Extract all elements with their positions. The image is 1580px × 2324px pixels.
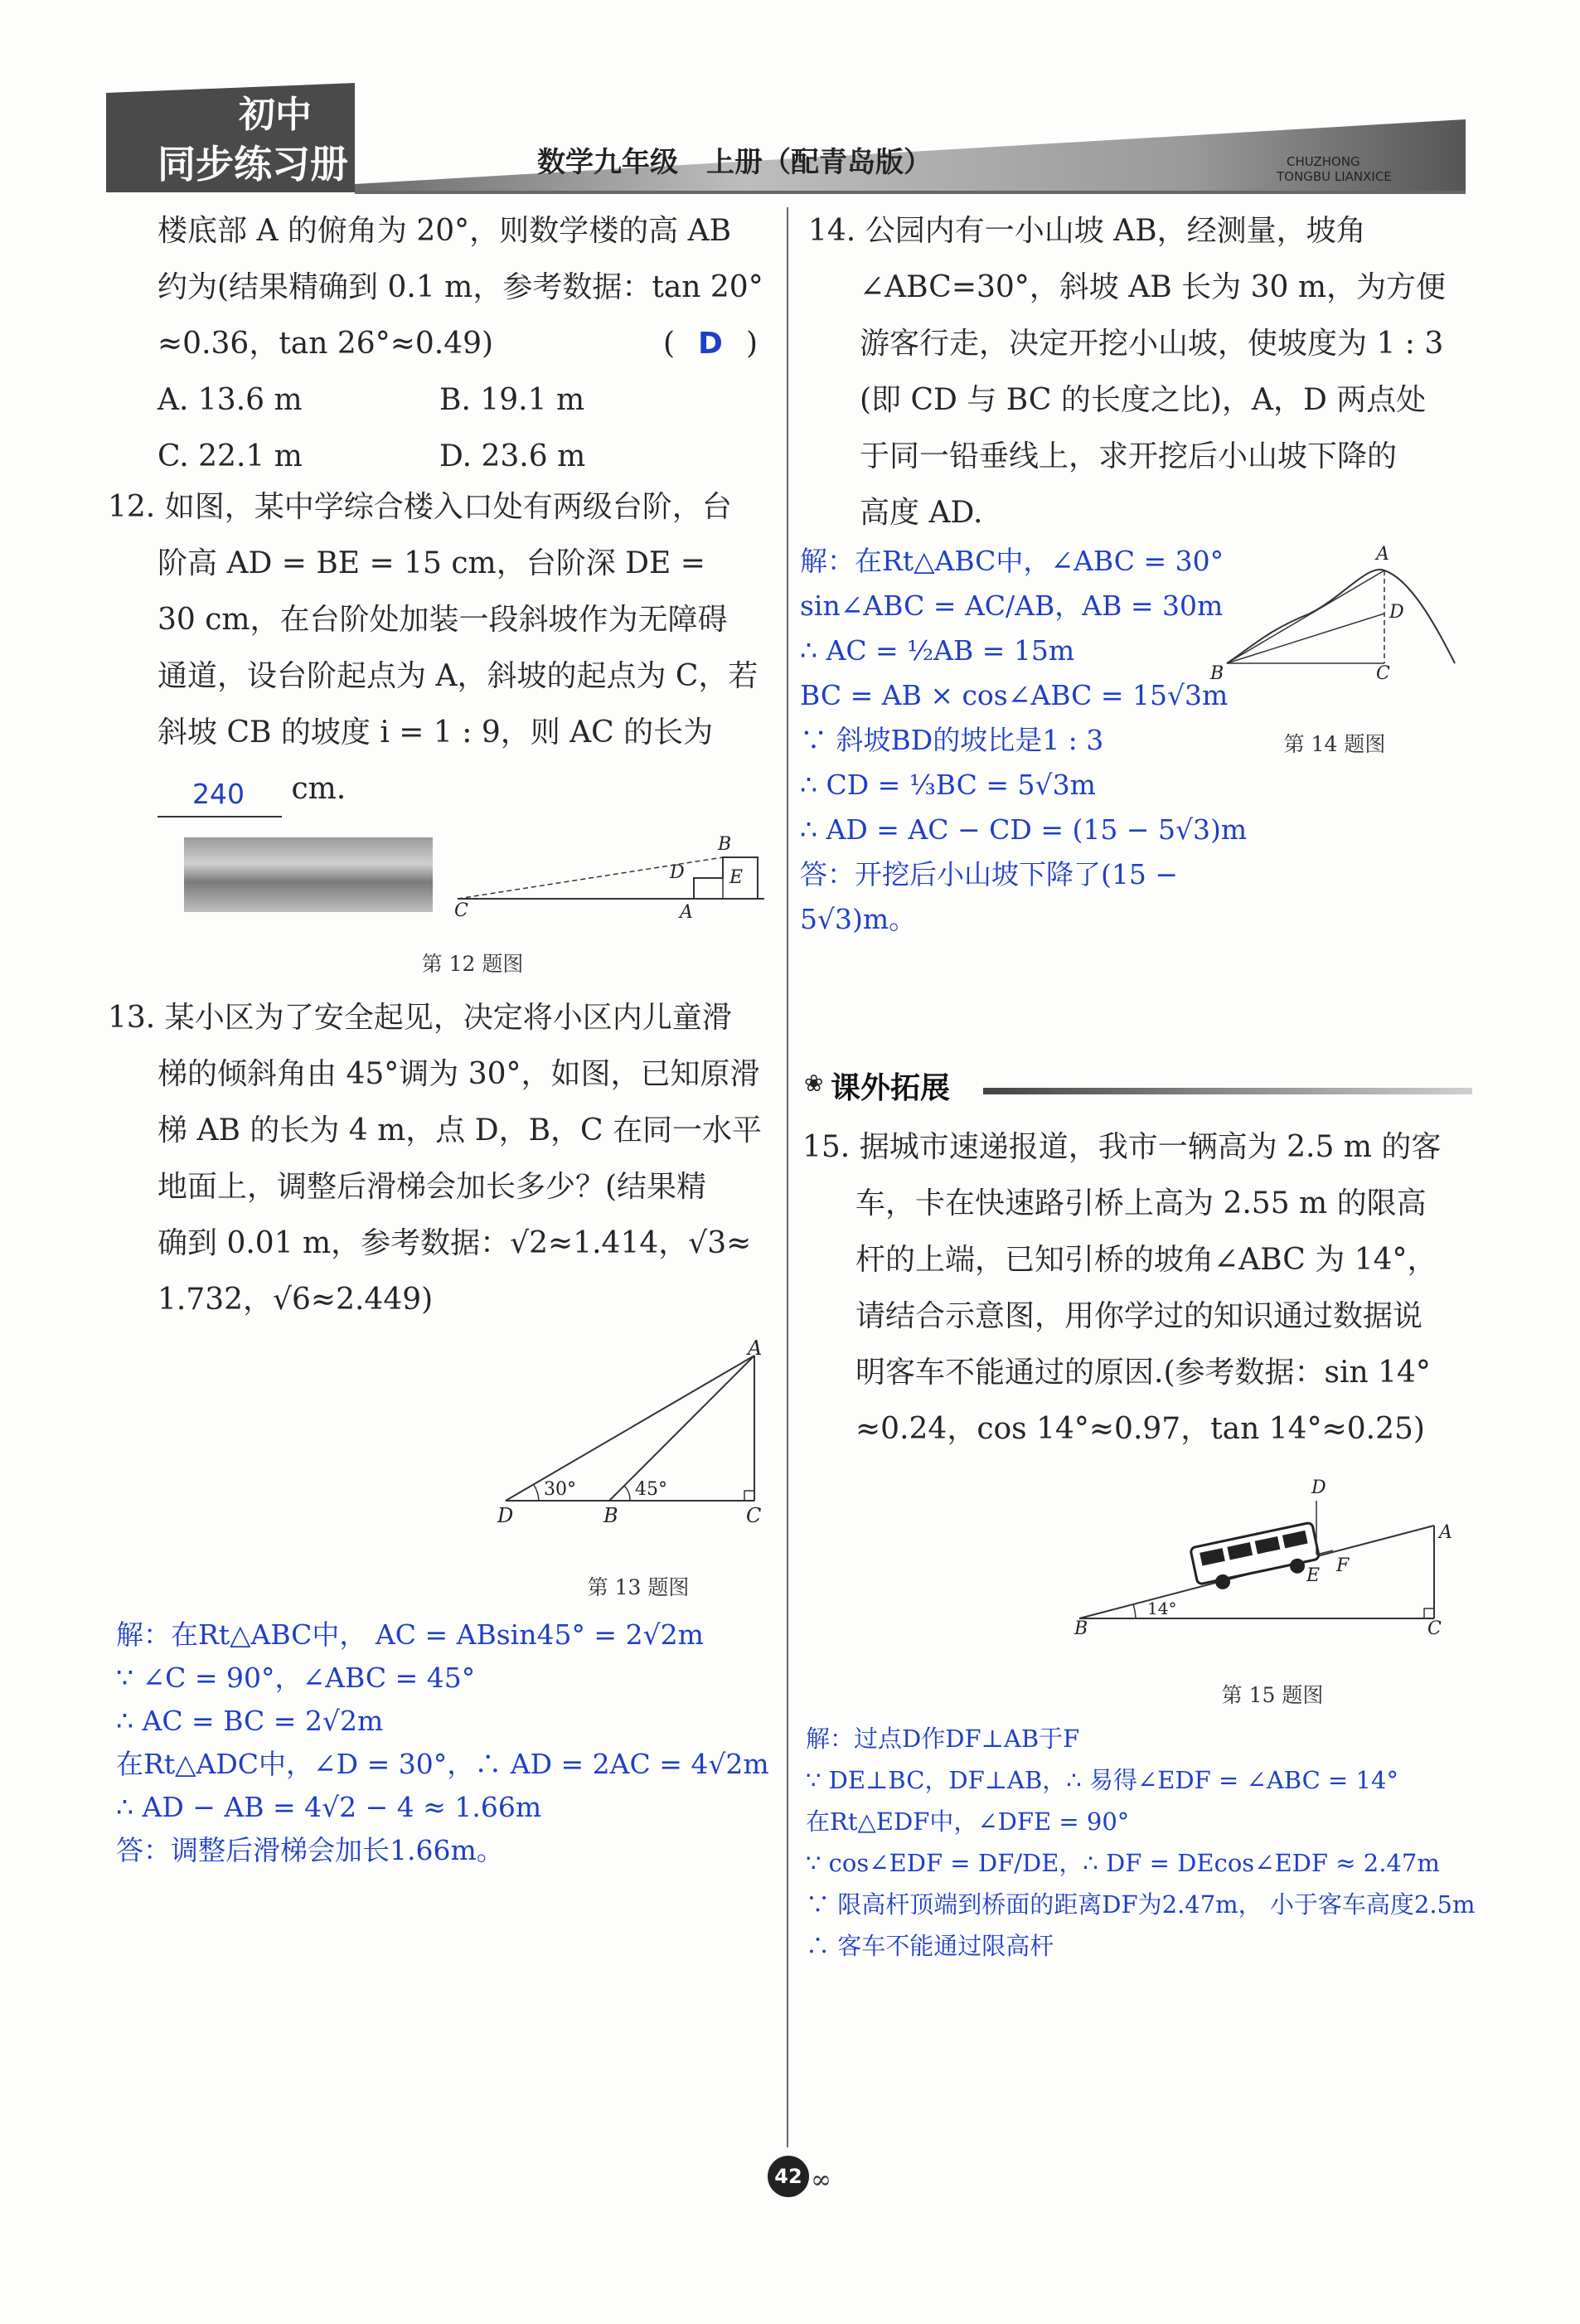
q15-line2: 车，卡在快速路引桥上高为 2.55 m 的限高 <box>855 1186 1427 1220</box>
q13-sol-line5: ∴ AD − AB = 4√2 − 4 ≈ 1.66m <box>116 1791 542 1823</box>
pinyin-line2: TONGBU LIANXICE <box>1277 169 1392 184</box>
q13-line3: 梯 AB 的长为 4 m，点 D，B，C 在同一水平 <box>158 1113 763 1147</box>
q13-line2: 梯的倾斜角由 45°调为 30°，如图，已知原滑 <box>158 1057 760 1091</box>
q11-line1: 楼底部 A 的俯角为 20°，则数学楼的高 AB <box>158 214 732 248</box>
q13-angle-30: 30° <box>544 1479 576 1500</box>
q13-sol-line4: 在Rt△ADC中，∠D = 30°，∴ AD = 2AC = 4√2m <box>116 1748 769 1780</box>
q11-block <box>158 203 771 485</box>
q15-sol-line5: ∵ 限高杆顶端到桥面的距离DF为2.47m， 小于客车高度2.5m <box>806 1890 1476 1919</box>
q13-line6: 1.732，√6≈2.449) <box>158 1283 434 1317</box>
q12-label-c: C <box>454 900 468 921</box>
q13-line4: 地面上，调整后滑梯会加长多少？(结果精 <box>158 1170 707 1204</box>
header-subtitle: 数学九年级 上册（配青岛版） <box>537 146 932 179</box>
pinyin-line1: CHUZHONG <box>1287 154 1360 169</box>
q14-line6: 高度 AD. <box>860 496 983 530</box>
q14-label-a: A <box>1376 544 1389 565</box>
q14-sol-line1: 解：在Rt△ABC中，∠ABC = 30° <box>800 545 1224 577</box>
q14-caption: 第 14 题图 <box>1283 732 1386 756</box>
q11-answer-open: ( <box>663 327 676 361</box>
q15-diagram <box>1069 1476 1467 1642</box>
section-title: 课外拓展 <box>831 1071 951 1105</box>
q15-line1: 15. 据城市速递报道，我市一辆高为 2.5 m 的客 <box>802 1130 1442 1164</box>
page-number-badge <box>768 2156 809 2197</box>
q13-solution <box>116 1613 779 1872</box>
q15-sol-line3: 在Rt△EDF中，∠DFE = 90° <box>806 1807 1130 1836</box>
page-number: 42 <box>774 2165 802 2188</box>
q14-label-c: C <box>1376 663 1390 684</box>
q14-sol-line4: BC = AB × cos∠ABC = 15√3m <box>800 679 1229 711</box>
q11-option-c: C. 22.1 m <box>158 439 303 473</box>
q15-block <box>802 1119 1474 1458</box>
q11-option-a: A. 13.6 m <box>158 383 303 417</box>
q14-label-b: B <box>1210 663 1224 684</box>
q14-sol-line7: ∴ AD = AC − CD = (15 − 5√3)m <box>800 813 1248 846</box>
q15-line5: 明客车不能通过的原因.(参考数据：sin 14° <box>855 1356 1431 1390</box>
q15-label-f: F <box>1336 1555 1350 1576</box>
q13-diagram <box>489 1335 779 1526</box>
page-number-decoration: ∞ <box>811 2166 831 2195</box>
q11-line3: ≈0.36，tan 26°≈0.49) <box>158 327 494 361</box>
q11-option-d: D. 23.6 m <box>439 439 586 473</box>
q11-answer: D <box>698 327 723 361</box>
q13-label-b: B <box>603 1504 618 1527</box>
q12-line2: 阶高 AD = BE = 15 cm，台阶深 DE = <box>158 546 705 580</box>
q12-figure <box>184 834 773 929</box>
q13-label-d: D <box>497 1504 514 1527</box>
q15-line3: 杆的上端，已知引桥的坡角∠ABC 为 14°， <box>855 1243 1437 1277</box>
section-rule <box>983 1088 1472 1094</box>
q12-label-a: A <box>680 902 693 923</box>
q14-sol-line6: ∴ CD = ⅓BC = 5√3m <box>800 769 1096 801</box>
q12-line3: 30 cm，在台阶处加装一段斜坡作为无障碍 <box>158 603 728 637</box>
q14-line1: 14. 公园内有一小山坡 AB，经测量，坡角 <box>808 214 1366 248</box>
q15-label-d: D <box>1311 1477 1326 1498</box>
q14-sol-line3: ∴ AC = ½AB = 15m <box>800 634 1075 667</box>
q14-sol-line8: 答：开挖后小山坡下降了(15 − 5√3)m。 <box>800 858 1179 935</box>
q15-caption: 第 15 题图 <box>1221 1683 1324 1707</box>
brand-line1: 初中 <box>239 94 312 136</box>
q15-label-a: A <box>1439 1522 1452 1543</box>
paw-icon: ❀ <box>804 1070 824 1097</box>
q12-blank-answer: 240 <box>192 778 245 810</box>
q14-line2: ∠ABC=30°，斜坡 AB 长为 30 m，为方便 <box>860 270 1446 304</box>
q15-angle-14: 14° <box>1147 1599 1177 1618</box>
q14-label-d: D <box>1389 602 1404 623</box>
q13-sol-line3: ∴ AC = BC = 2√2m <box>116 1705 384 1737</box>
q12-blank <box>158 778 282 818</box>
q12-caption: 第 12 题图 <box>421 952 524 976</box>
q15-label-c: C <box>1427 1618 1442 1639</box>
q13-sol-line2: ∵ ∠C = 90°，∠ABC = 45° <box>116 1662 476 1694</box>
q12-label-b: B <box>718 834 732 855</box>
q13-block <box>108 990 779 1328</box>
q14-sol-line5: ∵ 斜坡BD的坡比是1 : 3 <box>800 724 1104 756</box>
q15-sol-line6: ∴ 客车不能通过限高杆 <box>806 1932 1054 1960</box>
q14-line4: (即 CD 与 BC 的长度之比)，A，D 两点处 <box>860 383 1427 417</box>
q13-label-a: A <box>748 1337 763 1360</box>
q15-sol-line4: ∵ cos∠EDF = DF/DE，∴ DF = DEcos∠EDF ≈ 2.47m <box>806 1849 1440 1877</box>
header <box>106 76 1466 201</box>
q14-block <box>808 203 1471 541</box>
q13-sol-line1: 解：在Rt△ABC中， AC = ABsin45° = 2√2m <box>116 1618 704 1651</box>
q14-diagram <box>1219 556 1467 680</box>
q15-solution <box>806 1718 1568 1967</box>
section-header <box>801 1063 1472 1104</box>
q12-unit: cm. <box>291 772 347 806</box>
q13-line1: 13. 某小区为了安全起见，决定将小区内儿童滑 <box>108 1001 732 1035</box>
q15-label-e: E <box>1306 1565 1321 1586</box>
q12-line5: 斜坡 CB 的坡度 i = 1 : 9，则 AC 的长为 <box>158 716 714 750</box>
q11-line2: 约为(结果精确到 0.1 m，参考数据：tan 20° <box>158 270 763 304</box>
column-divider <box>787 207 788 2147</box>
q13-angle-45: 45° <box>635 1479 667 1500</box>
q13-label-c: C <box>746 1504 762 1527</box>
q14-sol-line2: sin∠ABC = AC/AB，AB = 30m <box>800 589 1224 622</box>
q12-label-e: E <box>729 867 744 888</box>
q12-block <box>108 479 771 818</box>
q12-label-d: D <box>670 862 685 883</box>
q13-line5: 确到 0.01 m，参考数据：√2≈1.414，√3≈ <box>158 1226 752 1260</box>
q14-line5: 于同一铅垂线上，求开挖后小山坡下降的 <box>860 439 1398 473</box>
q12-line4: 通道，设台阶起点为 A，斜坡的起点为 C，若 <box>158 659 758 693</box>
q15-label-b: B <box>1074 1618 1088 1639</box>
q11-answer-close: ) <box>746 327 758 361</box>
q15-line6: ≈0.24，cos 14°≈0.97，tan 14°≈0.25) <box>855 1412 1425 1446</box>
q15-sol-line1: 解：过点D作DF⊥AB于F <box>806 1725 1080 1753</box>
q14-solution <box>800 539 1264 942</box>
q12-line1: 12. 如图，某中学综合楼入口处有两级台阶，台 <box>108 490 732 524</box>
q13-sol-line6: 答：调整后滑梯会加长1.66m。 <box>116 1834 504 1866</box>
q15-line4: 请结合示意图，用你学过的知识通过数据说 <box>855 1299 1423 1333</box>
q14-line3: 游客行走，决定开挖小山坡，使坡度为 1 : 3 <box>860 327 1444 361</box>
q12-photo <box>184 837 433 912</box>
q11-option-b: B. 19.1 m <box>439 383 585 417</box>
brand-line2: 同步练习册 <box>158 142 348 187</box>
q13-caption: 第 13 题图 <box>587 1575 690 1599</box>
q15-sol-line2: ∵ DE⊥BC，DF⊥AB，∴ 易得∠EDF = ∠ABC = 14° <box>806 1766 1398 1794</box>
